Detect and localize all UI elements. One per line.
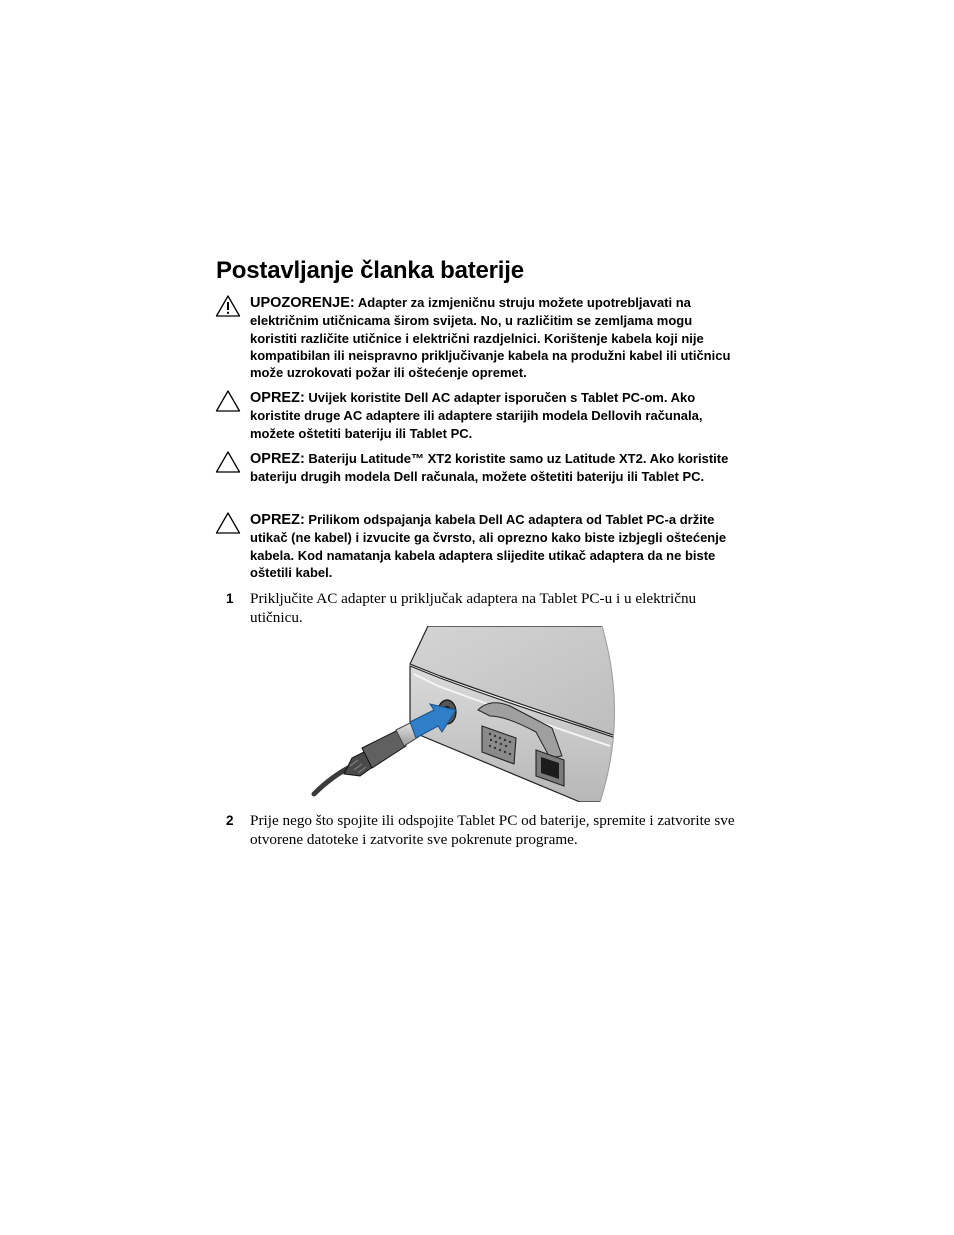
notice-text bbox=[250, 511, 740, 581]
notice-label: UPOZORENJE: bbox=[250, 295, 355, 311]
step-text: Priključite AC adapter u priključak adaptera na Tablet PC-u i u električnu utičnicu. bbox=[250, 590, 697, 626]
warning-triangle-icon bbox=[215, 294, 241, 318]
notice-text bbox=[250, 294, 740, 381]
notice-label: OPREZ: bbox=[250, 512, 305, 528]
caution-notice bbox=[215, 511, 740, 581]
step-1 bbox=[226, 589, 746, 627]
notice-body: Adapter za izmjeničnu struju možete upotrebljavati na električnim utičnicama širom svijeta. No, u različitim se zemljama mogu koristiti različite utičnice i električni razdjelnici. Korištenje kabela koji nije kompatibilan ili neispravno priključivanje kabela na produžni kabel ili utičnicu može uzrokovati požar ili oštećenje opremet. bbox=[250, 295, 731, 381]
notice-body: Uvijek koristite Dell AC adapter isporučen s Tablet PC-om. Ako koristite druge AC adaptere ili adaptere starijih modela Dellovih računala, možete oštetiti bateriju ili Tablet PC. bbox=[250, 390, 703, 441]
step-number: 1 bbox=[226, 591, 234, 606]
ac-adapter-illustration bbox=[310, 626, 622, 804]
notice-label: OPREZ: bbox=[250, 451, 305, 467]
step-number: 2 bbox=[226, 813, 234, 828]
caution-notice bbox=[215, 389, 740, 442]
caution-triangle-icon bbox=[215, 511, 241, 535]
notice-label: OPREZ: bbox=[250, 390, 305, 406]
step-text: Prije nego što spojite ili odspojite Tablet PC od baterije, spremite i zatvorite sve otvorene datoteke i zatvorite sve pokrenute programe. bbox=[250, 812, 735, 848]
notice-text bbox=[250, 450, 740, 486]
step-2 bbox=[226, 811, 746, 849]
notice-body: Prilikom odspajanja kabela Dell AC adaptera od Tablet PC-a držite utikač (ne kabel) i izvucite ga čvrsto, ali oprezno kako biste izbjegli oštećenje kabela. Kod namatanja kabela adaptera slijedite utikač adaptera da ne biste oštetili kabel. bbox=[250, 512, 727, 580]
warning-notice bbox=[215, 294, 740, 381]
caution-triangle-icon bbox=[215, 389, 241, 413]
page-title: Postavljanje članka baterije bbox=[216, 257, 524, 284]
caution-triangle-icon bbox=[215, 450, 241, 474]
caution-notice bbox=[215, 450, 740, 486]
notice-text bbox=[250, 389, 740, 442]
notice-body: Bateriju Latitude™ XT2 koristite samo uz Latitude XT2. Ako koristite bateriju drugih modela Dell računala, možete oštetiti bateriju ili Tablet PC. bbox=[250, 451, 729, 485]
